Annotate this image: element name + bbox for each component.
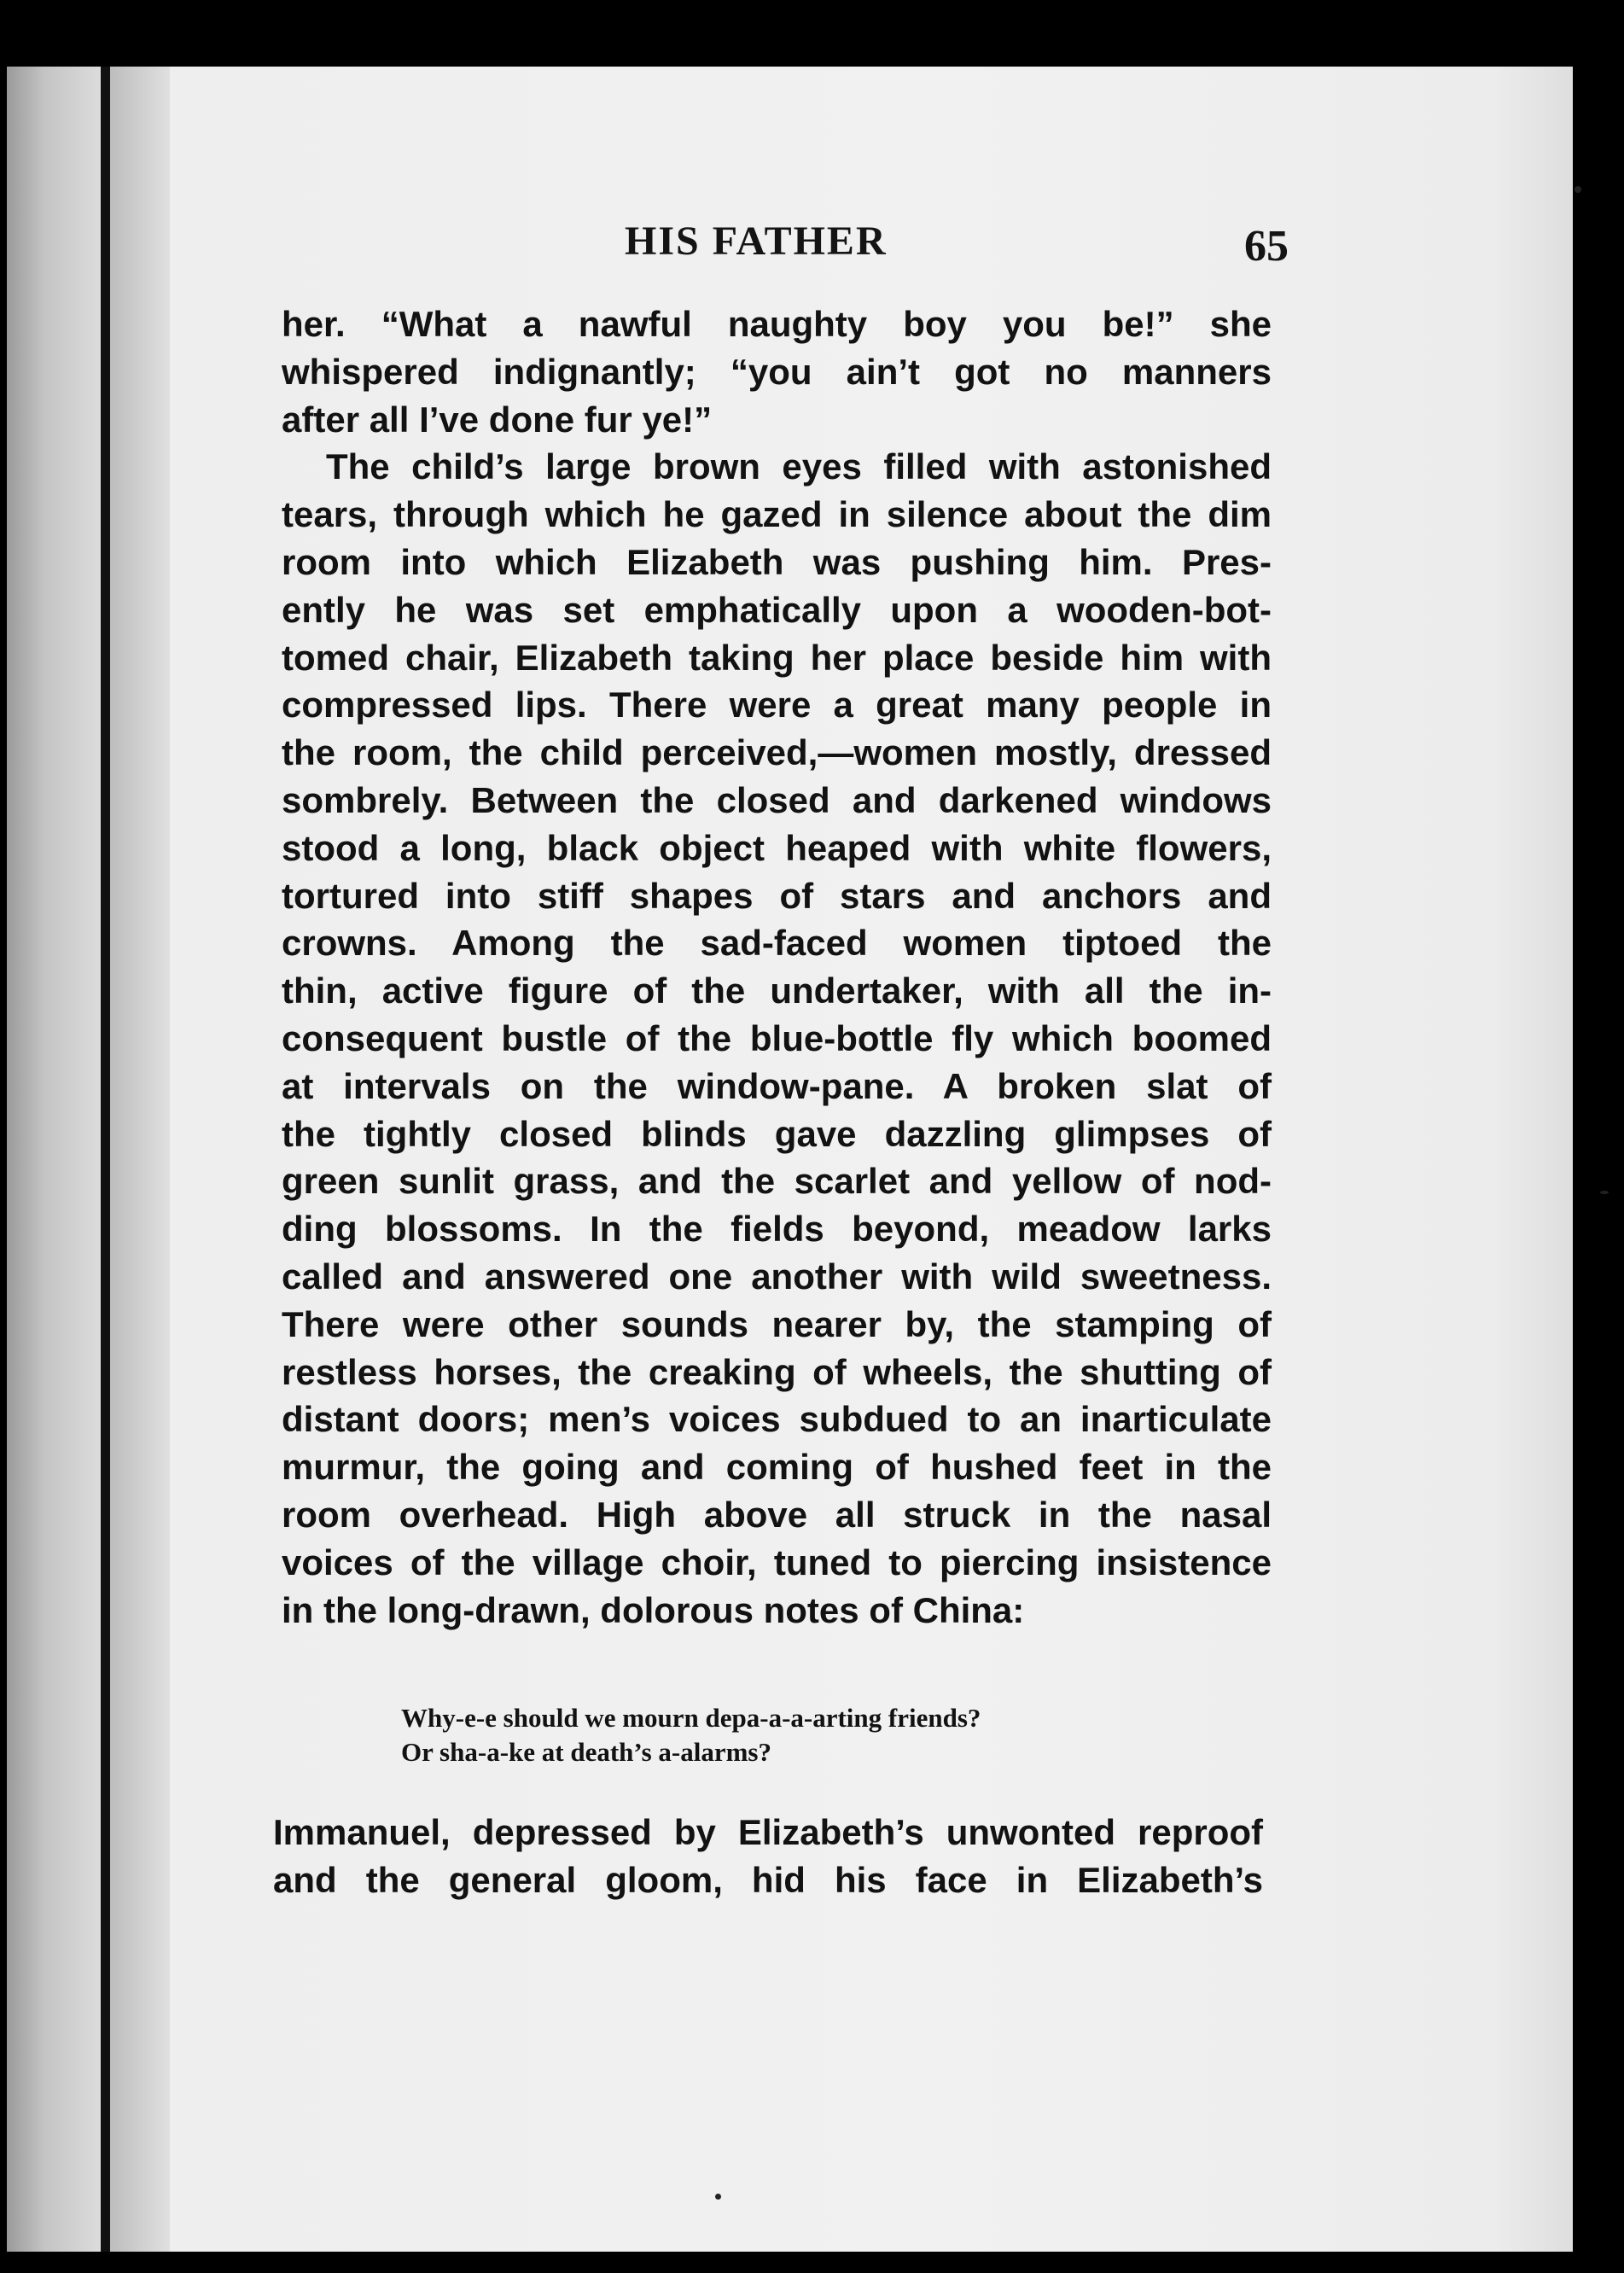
text-line: the tightly closed blinds gave dazzling glimpses of <box>282 1113 1272 1154</box>
text-line: The child’s large brown eyes filled with astonished <box>326 446 1272 487</box>
text-line: and the general gloom, hid his face in Elizabeth’s <box>273 1859 1263 1900</box>
right-scan-border <box>1573 67 1624 2273</box>
text-line: tears, through which he gazed in silence about the dim <box>282 494 1272 535</box>
text-line: distant doors; men’s voices subdued to an inarticulate <box>282 1399 1272 1440</box>
scan-speck <box>715 2194 721 2200</box>
bottom-scan-border <box>0 2252 1624 2273</box>
running-title: HIS FATHER <box>625 219 888 264</box>
text-line: in the long-drawn, dolorous notes of China: <box>282 1589 1025 1630</box>
text-line: after all I’ve done fur ye!” <box>282 399 713 440</box>
text-line: thin, active figure of the undertaker, with all the in- <box>282 970 1272 1011</box>
left-page-shadow <box>7 67 101 2252</box>
text-line: tomed chair, Elizabeth taking her place beside him with <box>282 637 1272 678</box>
text-line: room into which Elizabeth was pushing him. Pres- <box>282 541 1272 582</box>
text-line: ding blossoms. In the fields beyond, meadow larks <box>282 1209 1272 1250</box>
text-line: crowns. Among the sad-faced women tiptoed the <box>282 923 1272 964</box>
scan-speck <box>1600 1191 1609 1194</box>
verse-line: Or sha-a-ke at death’s a-alarms? <box>401 1737 771 1767</box>
text-line: stood a long, black object heaped with white flowers, <box>282 827 1272 868</box>
text-line: tortured into stiff shapes of stars and anchors and <box>282 875 1272 916</box>
text-line: restless horses, the creaking of wheels, the shutting of <box>282 1351 1272 1392</box>
closing-text <box>273 1808 1263 1903</box>
text-line: at intervals on the window-pane. A broken slat of <box>282 1065 1272 1106</box>
text-line: the room, the child perceived,—women mostly, dressed <box>282 732 1272 773</box>
text-line: whispered indignantly; “you ain’t got no manners <box>282 351 1272 392</box>
page-number: 65 <box>1244 222 1289 271</box>
text-line: green sunlit grass, and the scarlet and yellow of nod- <box>282 1161 1272 1202</box>
text-line: compressed lips. There were a great many people in <box>282 685 1272 726</box>
text-line: voices of the village choir, tuned to piercing insistence <box>282 1542 1272 1582</box>
scan-speck <box>1575 186 1581 193</box>
hymn-verse <box>401 1701 1169 1769</box>
gutter-shadow <box>110 67 170 2252</box>
text-line: called and answered one another with wild sweetness. <box>282 1256 1272 1297</box>
text-line: consequent bustle of the blue-bottle fly which boomed <box>282 1017 1272 1058</box>
text-line: There were other sounds nearer by, the stamping of <box>282 1303 1272 1344</box>
running-head <box>282 218 1289 269</box>
text-line: sombrely. Between the closed and darkened windows <box>282 779 1272 820</box>
text-line: Immanuel, depressed by Elizabeth’s unwonted reproof <box>273 1812 1263 1852</box>
body-text <box>282 300 1272 1634</box>
text-line: ently he was set emphatically upon a wooden-bot- <box>282 589 1272 630</box>
text-line: her. “What a nawful naughty boy you be!” she <box>282 304 1272 344</box>
verse-line: Why-e-e should we mourn depa-a-a-arting friends? <box>401 1703 981 1733</box>
book-gutter <box>101 67 110 2252</box>
text-line: murmur, the going and coming of hushed feet in the <box>282 1447 1272 1488</box>
text-line: room overhead. High above all struck in the nasal <box>282 1494 1272 1535</box>
